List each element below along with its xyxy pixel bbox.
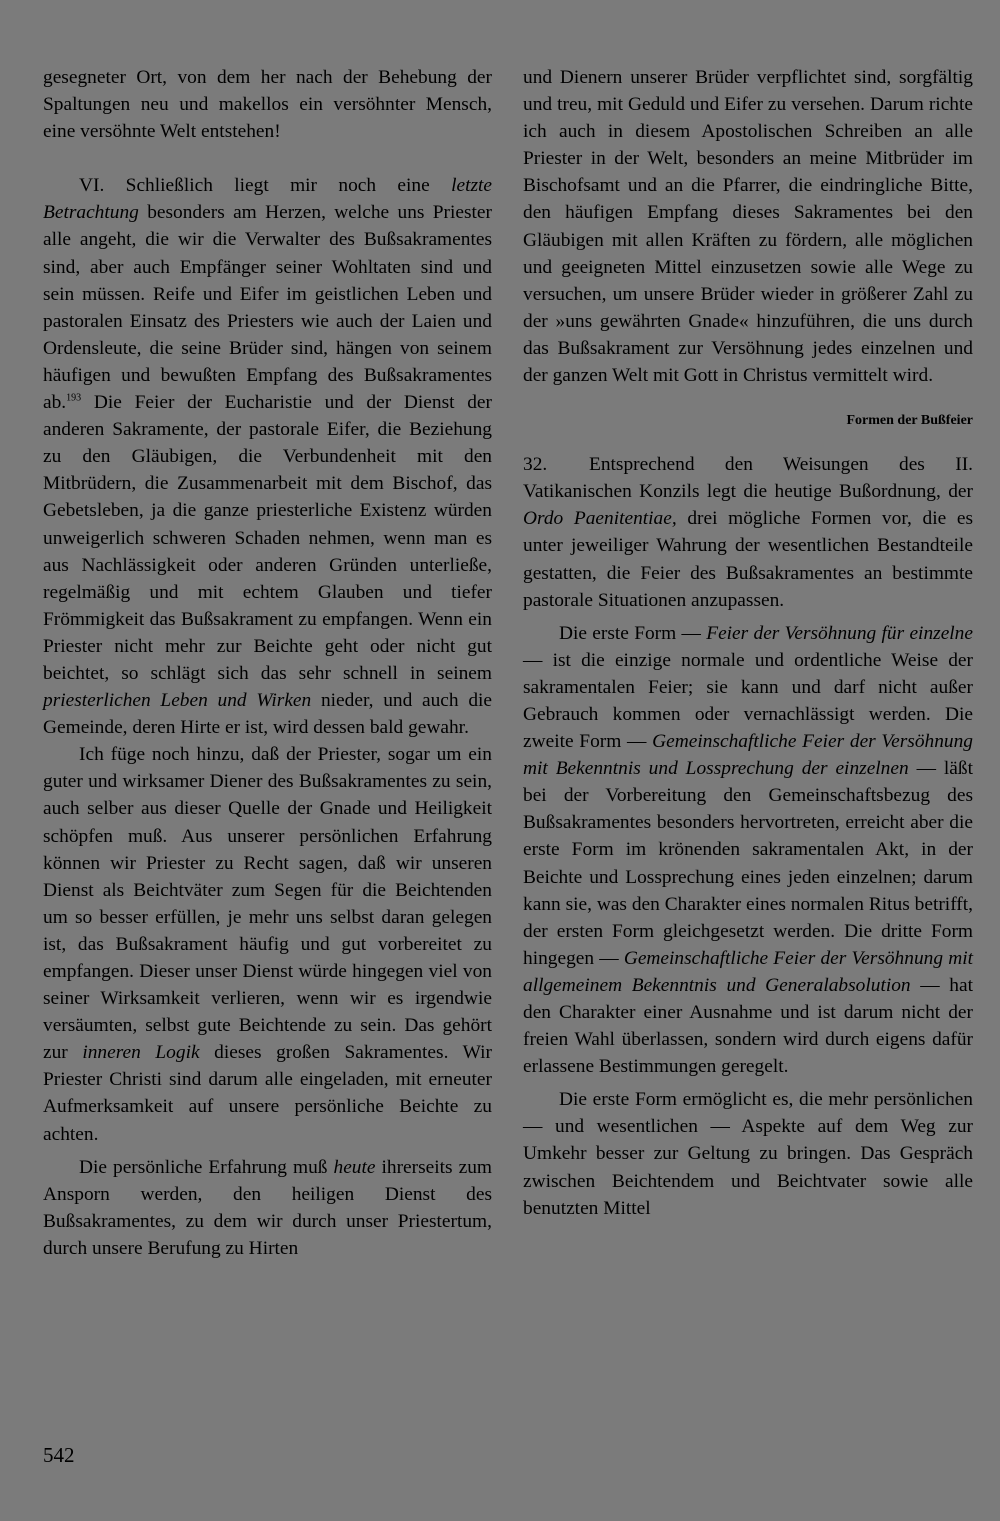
text-run: drei mögliche Formen vor, die es unter jeweiliger Wahrung der wesentlichen Bestandteile gestatten, die Feier des Bußsakramentes an bestimmte pastorale Situationen anzupassen. [523,508,973,611]
text-run: ihrerseits zum Ansporn werden, den heiligen Dienst des Bußsakramentes, zu dem wir durch unser Priestertum, durch unsere Berufung zu Hirten [43,1156,492,1259]
paragraph [43,64,492,145]
text-run: — ist die einzige normale und ordentliche Weise der sakramentalen Feier; sie kann und darf nicht außer Gebrauch kommen oder vernachlässigt werden. Die zweite Form — [523,649,973,753]
emphasis: Ordo Paenitentiae, [523,508,677,530]
section-number: 32. [523,454,548,476]
left-column [43,64,492,1262]
text-run: Die Feier der Eucharistie und der Dienst der anderen Sakramente, der pastorale Eifer, die Beziehung zu den Gläubigen, die Verbundenheit mit den Mitbrüdern, die Zusammenarbeit mit dem Bischof, das Gebetsleben, ja die ganze priesterliche Existenz würden unweigerlich schweren Schaden nehmen, wenn man es aus Nachlässigkeit oder anderen Gründen unterließe, regelmäßig und mit echtem Glauben und tiefer Frömmigkeit das Bußsakrament zu empfangen. Wenn ein Priester nicht mehr zur Beichte geht oder nicht gut beichtet, so schlägt sich das sehr schnell in seinem [43,392,492,684]
emphasis: heute [333,1156,376,1178]
paragraph [523,451,973,614]
text-run: gesegneter Ort, von dem her nach der Behebung der Spaltungen neu und makellos ein versöhnter Mensch, eine versöhnte Welt entstehen! [43,67,492,143]
text-run: dieses großen Sakramentes. Wir Priester Christi sind darum alle eingeladen, mit erneuter Aufmerksamkeit auf unsere persönliche Beichte zu achten. [43,1042,492,1145]
text-run: Die erste Form ermöglicht es, die mehr persönlichen — und wesentlichen — Aspekte auf dem Weg zur Umkehr besser zur Geltung zu bringen. Das Gespräch zwischen Beichtendem und Beichtvater sowie alle benutzten Mittel [523,1089,973,1219]
emphasis: letzte Betrachtung [43,175,492,224]
footnote-ref: 193 [66,392,82,404]
text-run: Ich füge noch hinzu, daß der Priester, sogar um ein guter und wirksamer Diener des Bußsakramentes zu sein, auch selber aus dieser Quelle der Gnade und Heiligkeit schöpfen muß. Aus unserer persönlichen Erfahrung können wir Priester zu Recht sagen, daß wir unseren Dienst als Beichtväter zum Segen für die Beichtenden um so besser erfüllen, je mehr uns selbst daran gelegen ist, das Bußsakrament häufig und gut vorbereitet zu empfangen. Dieser unser Dienst würde hingegen viel von seiner Wirksamkeit verlieren, wenn wir es irgendwie versäumten, selbst gute Beichtende zu sein. Das gehört zur [43,744,492,1064]
right-column [523,64,973,1222]
page-number: 542 [43,1443,75,1467]
text-run: VI. Schließlich liegt mir noch eine [79,175,452,197]
text-run: und Dienern unserer Brüder verpflichtet sind, sorgfältig und treu, mit Geduld und Eifer zu versehen. Darum richte ich auch in diesem Apostolischen Schreiben an alle Priester in der Welt, besonders an meine Mitbrüder im Bischofsamt und an die Pfarrer, die eindringliche Bitte, den häufigen Empfang dieses Sakramentes bei den Gläubigen mit allen Kräften zu fördern, alle möglichen und geeigneten Mittel einzusetzen sowie alle Wege zu versuchen, um unsere Brüder wieder in größerer Zahl zu der »uns gewährten Gnade« hinzuführen, die uns durch das Bußsakrament zur Versöhnung jedes einzelnen und der ganzen Welt mit Gott in Christus vermittelt wird. [523,67,973,387]
text-run: — hat den Charakter einer Ausnahme und ist darum nicht der freien Wahl überlassen, sondern wird durch eigens dafür erlassene Bestimmungen geregelt. [523,974,973,1078]
text-run: Entsprechend den Weisungen des II. Vatikanischen Konzils legt die heutige Bußordnung, der [523,454,973,503]
text-run: nieder, und auch die Gemeinde, deren Hirte er ist, wird dessen bald gewahr. [43,690,493,739]
paragraph [43,172,492,741]
emphasis: Gemeinschaftliche Feier der Versöhnung mit Bekenntnis und Lossprechung der einzelnen [523,731,973,780]
paragraph [43,741,492,1147]
paragraph [523,64,973,389]
paragraph [523,620,973,1081]
paragraph [43,1154,492,1262]
emphasis: Feier der Versöhnung für einzelne [706,622,973,644]
section-heading: Formen der Bußfeier [846,413,973,429]
text-run: Die persönliche Erfahrung muß [79,1156,334,1178]
text-run: besonders am Herzen, welche uns Priester alle angeht, die wir die Verwalter des Bußsakramentes sind, aber auch Empfänger seiner Wohltaten sind und sein müssen. Reife und Eifer im geistlichen Leben und pastoralen Einsatz des Priesters wie auch der Laien und Ordensleute, die seine Brüder sind, hängen von seinem häufigen und bewußten Empfang des Bußsakramentes ab. [43,202,492,414]
paragraph [523,1086,973,1221]
text-run: Die erste Form — [559,622,707,644]
text-run: — läßt bei der Vorbereitung den Gemeinschaftsbezug des Bußsakramentes besonders hervortreten, erreicht aber die erste Form im krönenden sakramentalen Akt, in der Beichte und Lossprechung eines jeden einzelnen; darum kann sie, was den Charakter eines normalen Ritus betrifft, der ersten Form gleichgesetzt werden. Die dritte Form hingegen — [523,758,973,969]
emphasis: priesterlichen Leben und Wirken [43,690,312,712]
emphasis: Gemeinschaftliche Feier der Versöhnung mit allgemeinem Bekenntnis und Generalabsolution [523,947,973,996]
emphasis: inneren Logik [82,1042,200,1064]
